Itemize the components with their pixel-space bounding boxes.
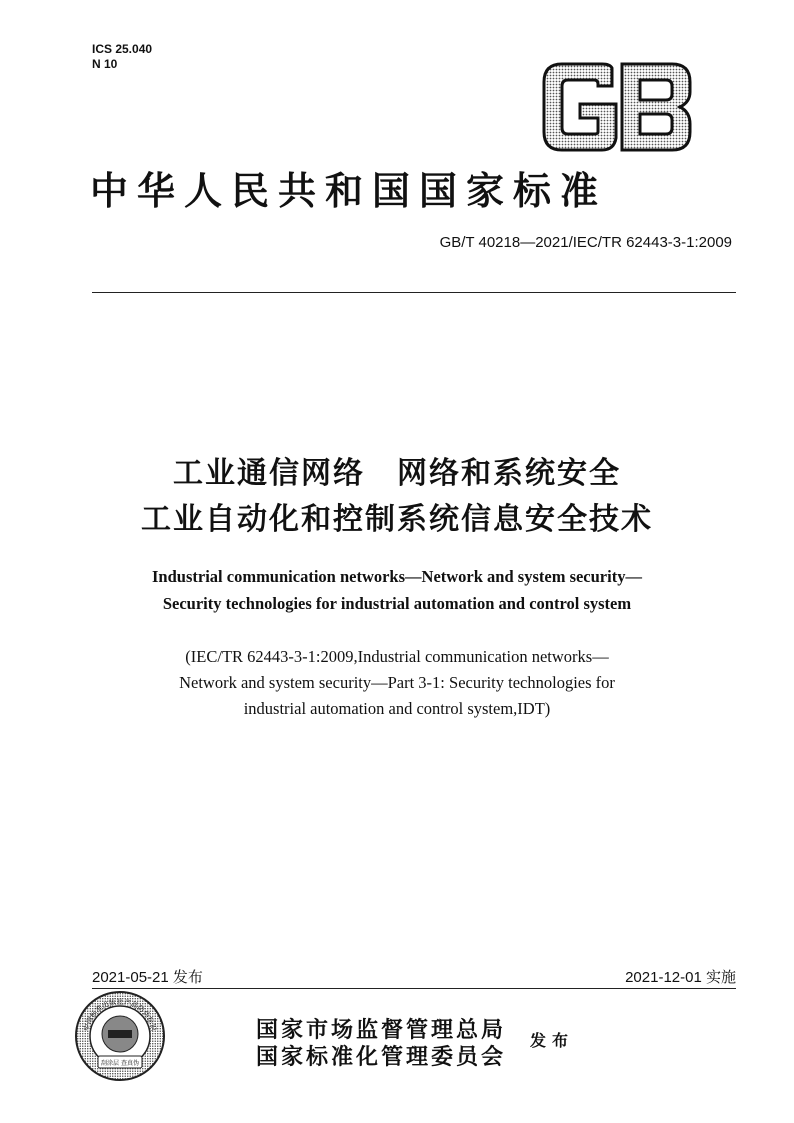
adoption-note-line-2: Network and system security—Part 3-1: Security technologies for — [179, 673, 615, 692]
adoption-note-line-3: industrial automation and control system,IDT) — [243, 699, 551, 718]
implementation-date: 2021-12-01 实施 — [625, 969, 736, 986]
english-title-line-2: Security technologies for industrial automation and control system — [162, 594, 632, 613]
footer-divider — [92, 988, 736, 989]
ccs-code: N 10 — [92, 57, 118, 71]
standard-number: GB/T 40218—2021/IEC/TR 62443-3-1:2009 — [439, 234, 732, 251]
seal-text-bottom: 刮涂层 查真伪 — [101, 1060, 139, 1067]
issue-date: 2021-05-21 发布 — [92, 969, 203, 986]
official-seal-icon — [74, 990, 166, 1082]
publish-label: 发布 — [530, 1031, 575, 1050]
classification-codes — [92, 42, 152, 72]
seal-text-top: 中国标准出版社产品防伪标识 — [82, 998, 158, 1032]
national-standard-title: 中华人民共和国国家标准 — [90, 168, 608, 213]
chinese-title-line-1: 工业通信网络 网络和系统安全 — [173, 456, 621, 491]
ics-code: ICS 25.040 — [92, 42, 153, 56]
chinese-title-line-2: 工业自动化和控制系统信息安全技术 — [141, 502, 653, 537]
gb-logo-icon — [540, 62, 694, 152]
english-title-line-1: Industrial communication networks—Network and system security— — [152, 567, 642, 586]
issuer-line-2: 国家标准化管理委员会 — [256, 1044, 507, 1070]
issuer-line-1: 国家市场监督管理总局 — [256, 1017, 507, 1043]
adoption-note-line-1: (IEC/TR 62443-3-1:2009,Industrial communication networks— — [185, 647, 609, 666]
header-divider — [92, 292, 736, 293]
